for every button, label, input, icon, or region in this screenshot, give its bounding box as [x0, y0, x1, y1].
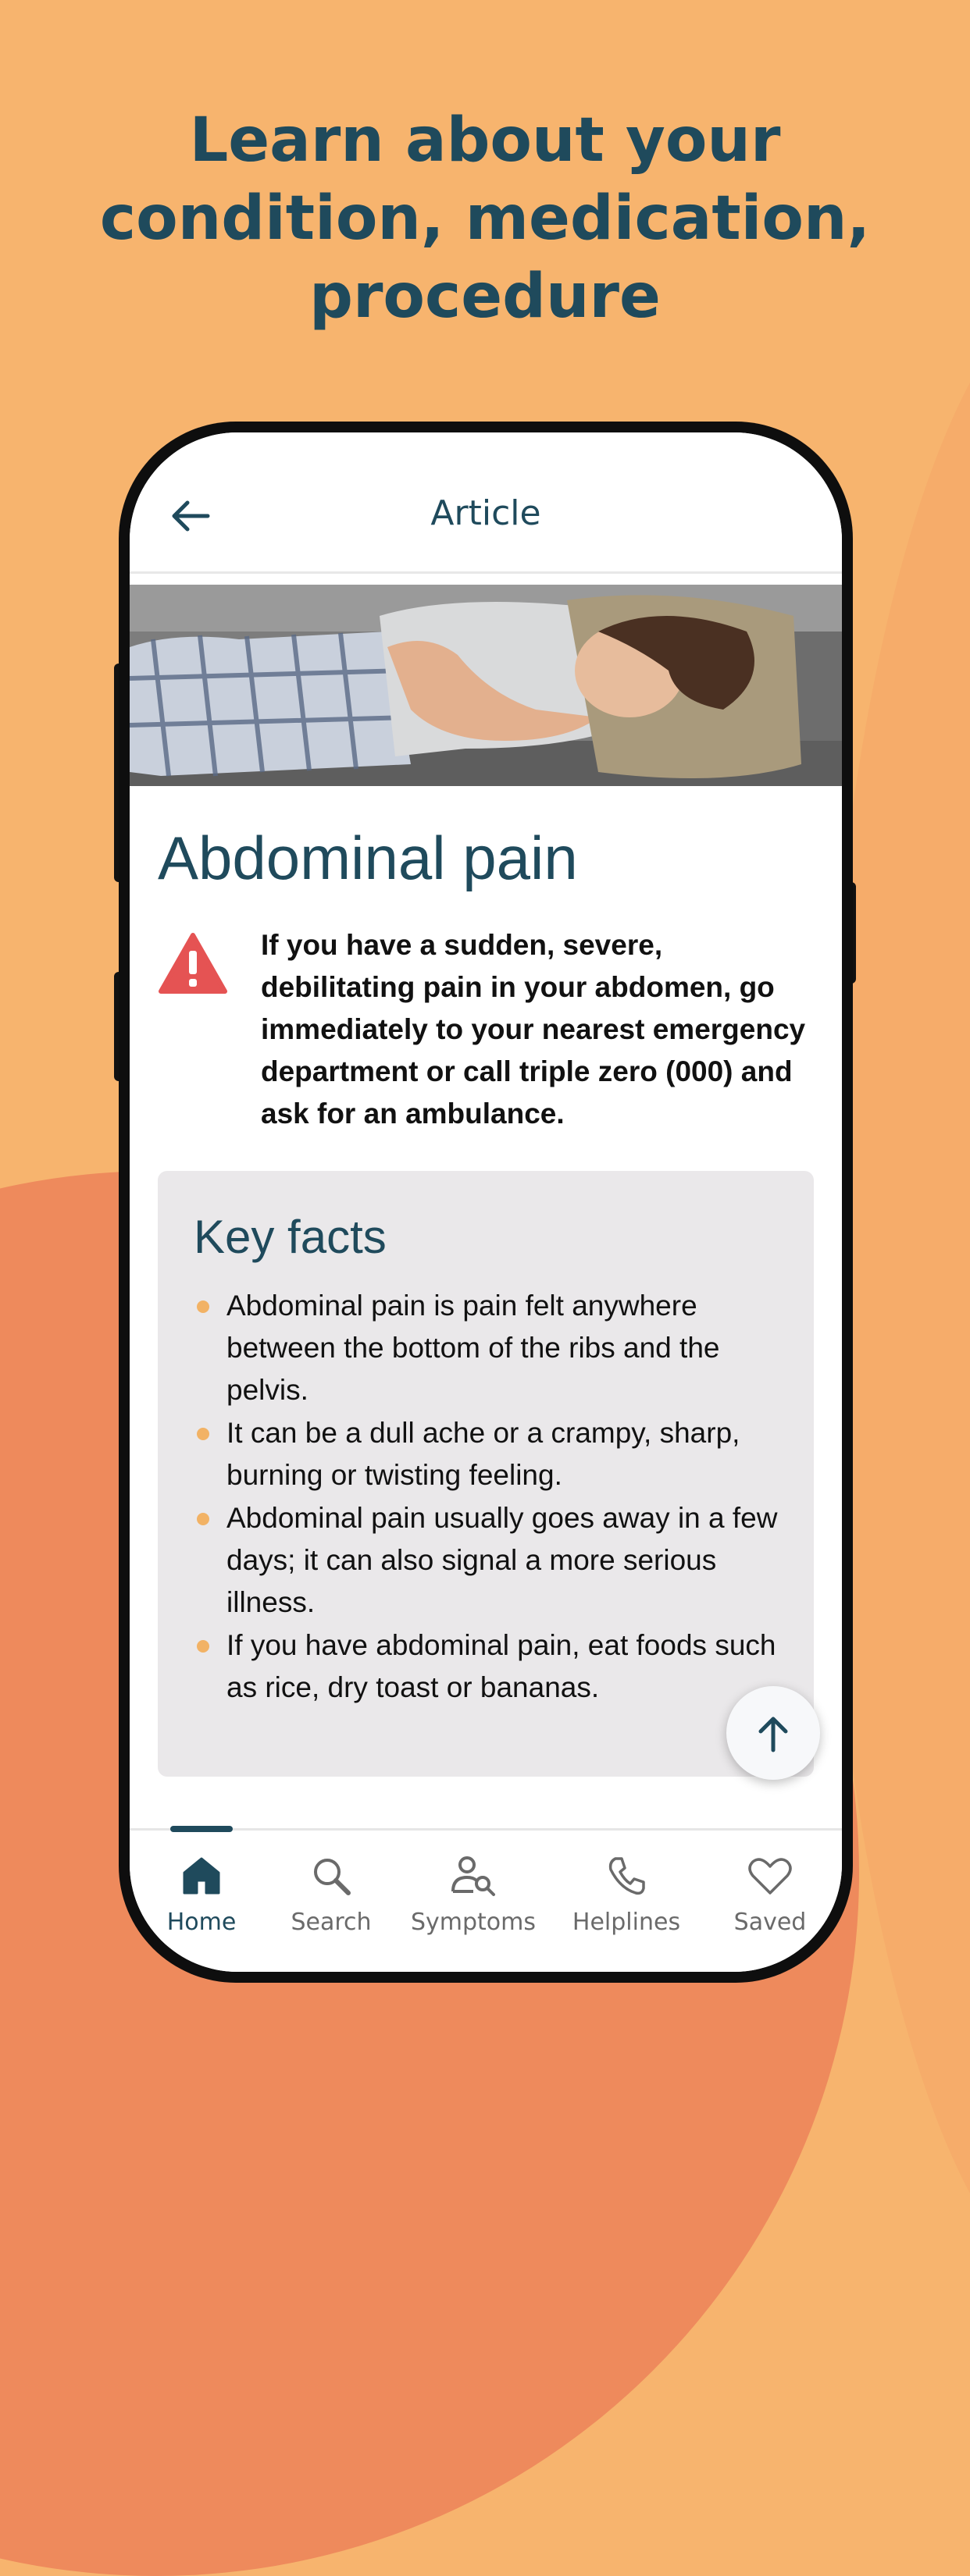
search-icon: [309, 1854, 353, 1898]
article-title: Abdominal pain: [158, 824, 578, 892]
key-fact-text: It can be a dull ache or a crampy, sharp, burning or twisting feeling.: [226, 1417, 740, 1491]
phone-icon: [604, 1854, 648, 1898]
bottom-tab-bar: [130, 1828, 842, 1972]
key-facts-list: [194, 1285, 787, 1710]
headline-line: procedure: [309, 262, 661, 332]
list-item: [194, 1285, 787, 1411]
app-screen: [130, 432, 842, 1972]
warning-triangle-icon: [158, 932, 228, 994]
key-fact-text: If you have abdominal pain, eat foods such as rice, dry toast or bananas.: [226, 1629, 776, 1703]
list-item: [194, 1412, 787, 1496]
arrow-up-icon: [754, 1713, 792, 1753]
tab-label: Home: [166, 1909, 237, 1936]
list-item: [194, 1624, 787, 1709]
tab-home[interactable]: [131, 1854, 272, 1963]
bullet-icon: [197, 1640, 209, 1653]
app-bar: [130, 432, 842, 574]
bullet-icon: [197, 1428, 209, 1440]
tab-symptoms[interactable]: [403, 1854, 544, 1963]
key-fact-text: Abdominal pain is pain felt anywhere between the bottom of the ribs and the pelvis.: [226, 1290, 720, 1406]
tab-saved[interactable]: [700, 1854, 840, 1963]
tab-label: Saved: [733, 1909, 807, 1936]
heart-icon: [747, 1854, 793, 1898]
list-item: [194, 1497, 787, 1624]
tab-label: Symptoms: [410, 1909, 537, 1936]
page-title: Article: [430, 493, 541, 533]
tab-helplines[interactable]: [556, 1854, 697, 1963]
home-icon: [180, 1854, 223, 1898]
promo-headline: [0, 101, 970, 336]
tab-label: Search: [291, 1909, 372, 1936]
headline-line: condition, medication,: [99, 183, 871, 254]
active-tab-indicator: [170, 1826, 233, 1832]
key-facts-title: Key facts: [194, 1211, 387, 1263]
phone-frame: [119, 422, 853, 1983]
key-facts-box: [158, 1171, 814, 1777]
hero-illustration: [130, 585, 842, 786]
headline-line: Learn about your: [189, 105, 781, 176]
tab-label: Helplines: [572, 1909, 681, 1936]
emergency-warning-text: If you have a sudden, severe, debilitating pain in your abdomen, go immediately to your nearest emergency department or call triple zero (000) and ask for an ambulance.: [261, 929, 806, 1130]
woman-lying-on-sofa-photo: [130, 585, 842, 786]
bullet-icon: [197, 1513, 209, 1525]
bullet-icon: [197, 1300, 209, 1313]
tab-search[interactable]: [261, 1854, 401, 1963]
scroll-to-top-button[interactable]: [726, 1686, 820, 1780]
key-fact-text: Abdominal pain usually goes away in a few days; it can also signal a more serious illness.: [226, 1502, 778, 1618]
symptoms-icon: [450, 1854, 497, 1898]
